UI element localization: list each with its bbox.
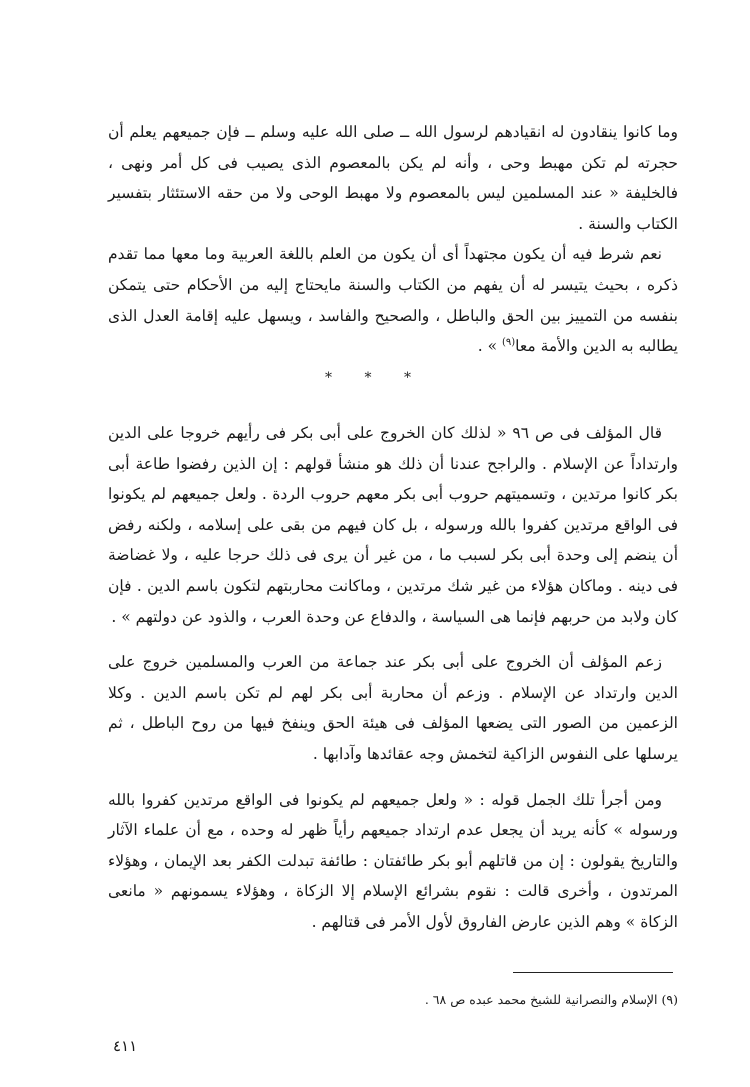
footnote-divider [513, 972, 673, 973]
bottom-text-block [108, 418, 678, 938]
paragraph-2-tail: » . [477, 337, 502, 356]
page-number: ٤١١ [113, 1037, 138, 1055]
paragraph-4: زعم المؤلف أن الخروج على أبى بكر عند جماعة من العرب والمسلمين خروج على الدين وارتداد عن الإسلام . وزعم أن محاربة أبى بكر لهم لم تكن باسم الدين . وكلا الزعمين من الصور التى يضعها المؤلف فى هيئة الحق وينفخ فيها من روح الباطل ، ثم يرسلها على النفوس الزاكية لتخمش وجه عقائدها وآدابها . [108, 653, 678, 763]
top-text-block [108, 117, 678, 362]
paragraph-2-text: نعم شرط فيه أن يكون مجتهداً أى أن يكون من العلم باللغة العربية وما معها مما تقدم ذكره ، بحيث يتيسر له أن يفهم من الكتاب والسنة مايحتاج إليه من الأحكام حتى يتمكن بنفسه من التمييز بين الحق والباطل ، والصحيح والفاسد ، ويسهل عليه إقامة العدل الذى يطالبه به الدين والأمة معا [108, 245, 678, 356]
footnote-marker: (٩) [501, 337, 516, 348]
paragraph-5: ومن أجرأ تلك الجمل قوله : « ولعل جميعهم لم يكونوا فى الواقع مرتدين كفروا بالله ورسوله » كأنه يريد أن يجعل عدم ارتداد جميعهم رأياً ظهر له وحده ، مع أن علماء الآثار والتاريخ يقولون : إن من قاتلهم أبو بكر طائفتان : طائفة تبدلت الكفر بعد الإيمان ، وهؤلاء المرتدون ، وأخرى قالت : نقوم بشرائع الإسلام إلا الزكاة ، وهؤلاء يسمونهم « مانعى الزكاة » وهم الذين عارض الفاروق لأول الأمر فى قتالهم . [108, 790, 678, 931]
paragraph-3: قال المؤلف فى ص ٩٦ « لذلك كان الخروج على أبى بكر فى رأيهم خروجا على الدين وارتداداً عن الإسلام . والراجح عندنا أن ذلك هو منشأ قولهم : إن الذين رفضوا طاعة أبى بكر كانوا مرتدين ، وتسميتهم حروب أبى بكر معهم حروب الردة . ولعل جميعهم لم يكونوا فى الواقع مرتدين كفروا بالله ورسوله ، بل كان فيهم من بقى على إسلامه ، ولكنه رفض أن ينضم إلى وحدة أبى بكر لسبب ما ، من غير أن يرى فى ذلك حرجا عليه ، ولا غضاضة فى دينه . وماكان هؤلاء من غير شك مرتدين ، وماكانت محاربتهم لتكون باسم الدين . فإن كان ولابد من حربهم فإنما هى السياسة ، والدفاع عن وحدة العرب ، والذود عن دولتهم » . [108, 424, 678, 626]
paragraph-1: وما كانوا ينقادون له انقيادهم لرسول الله ــ صلى الله عليه وسلم ــ فإن جميعهم يعلم أن حجرته لم تكن مهبط وحى ، وأنه لم يكن بالمعصوم الذى يصيب فى كل أمر ونهى ، فالخليفة « عند المسلمين ليس بالمعصوم ولا مهبط الوحى ولا من حقه الاستئثار بتفسير الكتاب والسنة . [108, 123, 678, 233]
paragraph-2 [108, 239, 678, 361]
section-separator: * * * [325, 370, 425, 386]
footnote: (٩) الإسلام والنصرانية للشيخ محمد عبده ص ٦٨ . [424, 992, 678, 1007]
